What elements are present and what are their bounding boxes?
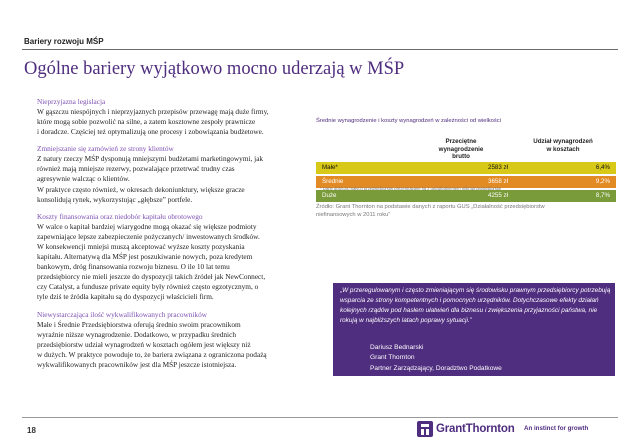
topic-line: czy Catalyst, a fundusze private equity były również często egzotycznym, o: [37, 282, 259, 292]
topic-line: bankowym, dróg finansowania rozwoju biznesu. O ile 10 lat temu: [37, 262, 230, 272]
topic-line: W praktyce często również, w okresach dekoniunktury, większe gracze: [37, 184, 245, 194]
topic-line: również mają mniejsze rezerwy, pozwalające przetrwać trudny czas: [37, 164, 235, 174]
table-row: [316, 162, 616, 174]
page-title: Ogólne bariery wyjątkowo mocno uderzają w MŚP: [24, 59, 405, 79]
header-line: Przeciętne: [445, 138, 477, 145]
cell-size: Średnie: [322, 178, 344, 185]
cell-wage-share: 8,7%: [595, 192, 610, 199]
section-label: Bariery rozwoju MŚP: [24, 37, 104, 46]
topic-heading: Niewystarczająca ilość wykwalifikowanych pracowników: [37, 309, 207, 319]
topic-line: konsolidują rynek, wykorzystując „głębsze” portfele.: [37, 194, 193, 204]
topic-body: [37, 107, 307, 137]
topic-line: tyle dziś te źródła kapitału są do dyspozycji właścicieli firm.: [37, 292, 214, 302]
topic-line: które mogą sobie pozwolić na silne, a zatem kosztowne zespoły prawnicze: [37, 117, 256, 127]
quote-company: Grant Thornton: [370, 354, 415, 362]
wage-table: [316, 136, 616, 204]
cell-size: Duże: [322, 192, 337, 199]
header-line: w kosztach: [546, 145, 580, 153]
topic-financing: [37, 212, 307, 303]
source-note: Źródło: Grant Thornton na podstawie danych z raportu GUS „Działalność przedsiębiorstw niefinansowych w 2011 roku”: [316, 204, 545, 218]
topic-line: w dużych. W praktyce powoduje to, że bariera związana z ograniczona podażą: [37, 349, 267, 359]
brand-logo: [417, 421, 515, 437]
topic-heading: Koszty finansowania oraz niedobór kapitału obrotowego: [37, 211, 203, 221]
topic-body: [37, 154, 307, 204]
brand-name: GrantThornton: [436, 423, 515, 435]
table-footnote: * Dane dotyczą małych przedsiębiorstw prezentowane są z uwzględnieniem mikroprzedsiębiorstw: [320, 186, 502, 191]
footer-divider: [22, 417, 618, 418]
topic-line: W walce o kapitał bardziej wiarygodne mogą okazać się większe podmioty: [37, 221, 257, 231]
topic-body: [37, 222, 307, 303]
header-wage-share: [510, 136, 616, 162]
header-divider: [22, 49, 618, 50]
header-line: wynagrodzenie: [438, 145, 484, 153]
cell-avg-wage: 2583 zł: [488, 164, 508, 171]
brand-mark-icon: [417, 421, 433, 437]
topic-heading: Zmniejszanie się zamówień ze strony klientów: [37, 144, 174, 154]
topic-line: przedsiębiorcy nie mieli jeszcze do dyspozycji takich źródeł jak NewConnect,: [37, 272, 266, 282]
quote-author: Dariusz Bednarski: [370, 344, 424, 351]
cell-size: Małe*: [322, 164, 338, 171]
table-caption: Średnie wynagrodzenie i koszty wynagrodzeń w zależności od wielkości: [316, 118, 501, 124]
table-row: [316, 190, 616, 202]
topic-line: W gąszczu niespójnych i nieprzyjaznych przepisów przewagę mają duże firmy,: [37, 107, 269, 116]
header-blank: [316, 136, 412, 162]
table-header: [316, 136, 616, 162]
cell-avg-wage: 3658 zł: [488, 178, 508, 185]
topic-line: W konsekwencji mniejsi muszą akceptować wyższe koszty pozyskania: [37, 241, 245, 251]
quote-role: Partner Zarządzający, Doradztwo Podatkowe: [370, 364, 502, 372]
topic-line: kapitału. Alternatywą dla MŚP jest poszukiwanie nowych, poza kredytem: [37, 252, 253, 262]
page-number: 18: [27, 426, 36, 435]
topic-line: zapewniające lepsze zabezpieczenie pożyczanych/ inwestowanych środków.: [37, 231, 260, 241]
header-line: brutto: [452, 153, 470, 160]
topic-body: [37, 320, 307, 370]
barriers-column: [37, 97, 307, 377]
topic-workforce: [37, 310, 307, 370]
topic-orders: [37, 144, 307, 204]
cell-wage-share: 9,2%: [595, 178, 610, 185]
topic-line: wyraźnie niższe wynagrodzenie. Dodatkowo, w przypadku średnich: [37, 329, 236, 339]
topic-line: agresywnie walcząc o klientów.: [37, 174, 130, 184]
cell-avg-wage: 4255 zł: [488, 192, 508, 199]
topic-legislation: [37, 97, 307, 137]
topic-line: Z natury rzeczy MŚP dysponują mniejszymi budżetami marketingowymi, jak: [37, 154, 264, 164]
quote-attribution: [370, 343, 502, 374]
topic-line: przedsiębiorstw udział wynagrodzeń w kosztach ogółem jest większy niż: [37, 339, 251, 349]
topic-line: wykwalifikowanych pracowników jest dla MŚP jeszcze istotniejsza.: [37, 359, 237, 369]
header-line: Udział wynagrodzeń: [533, 138, 593, 145]
topic-line: Małe i Średnie Przedsiębiorstwa oferują średnio swoim pracownikom: [37, 319, 241, 329]
topic-heading: Nieprzyjazna legislacja: [37, 97, 106, 106]
topic-line: i doradcze. Częściej też optymalizują one procesy i zobowiązania budżetowe.: [37, 127, 264, 137]
cell-wage-share: 6,4%: [595, 164, 610, 171]
quote-text: „W przeregulowanym i często zmieniającym się środowisku prawnym przedsiębiorcy potrzebują wsparcia ze strony kompetentnych i pomocnych urzędników. Dotychczasowe efekty działań kolejnych rządów pod hasłem ułatwień dla biznesu i zwiększenia przyjazności państwa, nie rokują w najbliższych latach poprawy sytuacji.”: [340, 287, 611, 325]
brand-tagline: An instinct for growth: [524, 425, 589, 432]
header-avg-wage: [412, 136, 510, 162]
